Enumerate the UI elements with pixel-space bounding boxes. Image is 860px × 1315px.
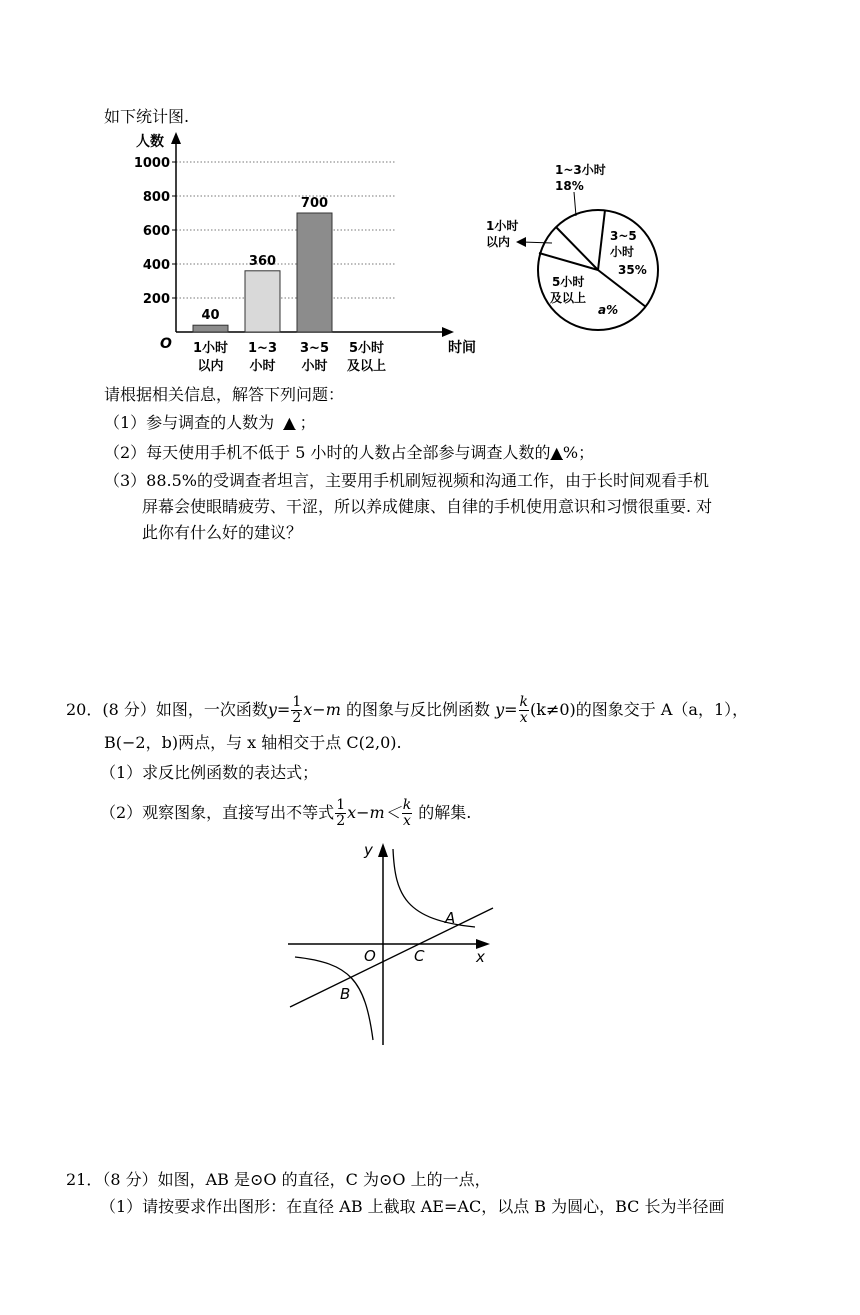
q20-sub2-kx [402, 798, 412, 829]
hyperbola-branch-1 [393, 849, 475, 927]
point-B-label: B [340, 985, 351, 1003]
pie-pct-3to5: 35% [618, 263, 647, 277]
pie-label-5plus-b: 及以上 [550, 291, 587, 305]
q20-kx-fraction [519, 695, 529, 726]
y-axis-arrow [171, 132, 181, 144]
q20-sub2-text: （2）观察图象，直接写出不等式 [100, 803, 335, 822]
category-label-2-b: 小时 [301, 359, 328, 374]
q20-sub2-frac-den: 2 [336, 813, 346, 829]
q20-sub2-x: x [403, 813, 411, 829]
point-A-label: A [445, 909, 456, 927]
ytick-label-400: 400 [142, 258, 170, 273]
q20-y-eq: y= [267, 700, 291, 719]
q19-part1 [104, 413, 316, 433]
q20-x-minus-m: x−m [303, 700, 341, 719]
q19-part1-blank: ▲ [283, 413, 296, 432]
pie-leader-1to3 [574, 192, 576, 216]
bar-0 [193, 325, 228, 332]
pie-label-3to5-a: 3~5 [610, 229, 637, 243]
q19-part1-end: ； [299, 413, 316, 432]
ytick-label-600: 600 [142, 224, 170, 239]
q20-sub2-frac [335, 798, 346, 829]
q20-y-eq-2: y= [495, 700, 518, 719]
q20-sub2-expr: x−m＜ [347, 803, 401, 822]
q20-fraction [291, 695, 302, 726]
y-axis-arrow [378, 843, 388, 857]
pie-chart [470, 150, 690, 350]
category-label-1-a: 1~3 [248, 341, 277, 356]
pie-label-1to3: 1~3小时 [555, 163, 606, 177]
q21-line2: （1）请按要求作出图形：在直径 AB 上截取 AE=AC，以点 B 为圆心，BC 长为半径画 [100, 1197, 725, 1216]
point-C-label: C [414, 947, 425, 965]
category-label-0-b: 以内 [197, 359, 224, 374]
x-axis-label: x [476, 948, 485, 966]
q20-frac-den: 2 [292, 710, 302, 726]
category-label-3-a: 5小时 [348, 341, 385, 356]
pie-label-5plus-a: 5小时 [552, 275, 585, 289]
q19-part2-end: %； [562, 443, 595, 462]
bar-value-label-1: 360 [248, 253, 277, 269]
intro-text: 如下统计图. [104, 107, 190, 126]
q20-sub2-k: k [402, 797, 412, 813]
q20-sub2-frac-num: 1 [336, 797, 346, 813]
q20-mid: 的图象与反比例函数 [340, 700, 496, 719]
bar-value-label-0: 40 [201, 308, 220, 324]
category-label-1-b: 小时 [249, 359, 276, 374]
q19-part3-line3: 此你有什么好的建议？ [142, 523, 303, 542]
origin-label: O [364, 947, 376, 965]
category-label-3-b: 及以上 [346, 359, 387, 374]
pie-label-lt1-b: 以内 [486, 235, 511, 249]
origin-label: O [160, 336, 172, 352]
q19-part2 [104, 443, 594, 463]
pie-pct-5plus: a% [598, 303, 619, 317]
ytick-label-1000: 1000 [133, 156, 170, 171]
ytick-label-200: 200 [142, 292, 170, 307]
ytick-label-800: 800 [142, 190, 170, 205]
q20-number: 20． [66, 700, 103, 719]
q20-score: (8 分）如图，一次函数 [102, 700, 268, 719]
q19-part3-line1: （3）88.5%的受调查者坦言，主要用手机刷短视频和沟通工作，由于长时间观看手机 [104, 471, 710, 490]
q20-pointA: A（a，1）， [655, 700, 749, 719]
q20-line1 [66, 690, 748, 730]
q20-cond: (k≠0)的图象交于 [530, 700, 656, 719]
pie-pct-1to3: 18% [555, 179, 584, 193]
x-axis-arrow [442, 327, 454, 337]
y-axis-label: y [364, 841, 373, 859]
q20-frac-num: 1 [292, 694, 302, 710]
y-axis-label: 人数 [136, 134, 164, 150]
pie-arrow-head [516, 237, 526, 247]
q20-sub2-end: 的解集. [413, 803, 472, 822]
function-graph [280, 835, 510, 1050]
category-label-0-a: 1小时 [192, 341, 229, 356]
q19-part2-text: （2）每天使用手机不低于 5 小时的人数占全部参与调查人数的 [104, 443, 551, 462]
q20-x: x [519, 710, 528, 726]
q20-line2: B(−2，b)两点，与 x 轴相交于点 C(2,0). [104, 733, 402, 752]
bar-chart [128, 130, 476, 380]
q21-line1: 21．（8 分）如图，AB 是⊙O 的直径，C 为⊙O 上的一点， [66, 1170, 491, 1189]
bar-value-label-2: 700 [300, 196, 329, 211]
q20-sub1: （1）求反比例函数的表达式； [100, 763, 319, 782]
q19-part2-blank: ▲ [550, 443, 563, 462]
q20-sub2 [100, 793, 471, 833]
q20-k: k [519, 694, 528, 710]
linear-function-line [290, 908, 493, 1007]
pie-label-3to5-b: 小时 [610, 245, 635, 259]
category-label-2-a: 3~5 [300, 341, 329, 356]
bar-1 [245, 271, 280, 332]
bar-2 [297, 213, 332, 332]
pie-label-lt1-a: 1小时 [486, 219, 519, 233]
q19-part1-text: （1）参与调查的人数为 [104, 413, 275, 432]
q19-prompt: 请根据相关信息，解答下列问题： [104, 385, 345, 404]
q19-part3-line2: 屏幕会使眼睛疲劳、干涩，所以养成健康、自律的手机使用意识和习惯很重要. 对 [142, 497, 713, 516]
x-axis-label: 时间 [448, 340, 476, 356]
